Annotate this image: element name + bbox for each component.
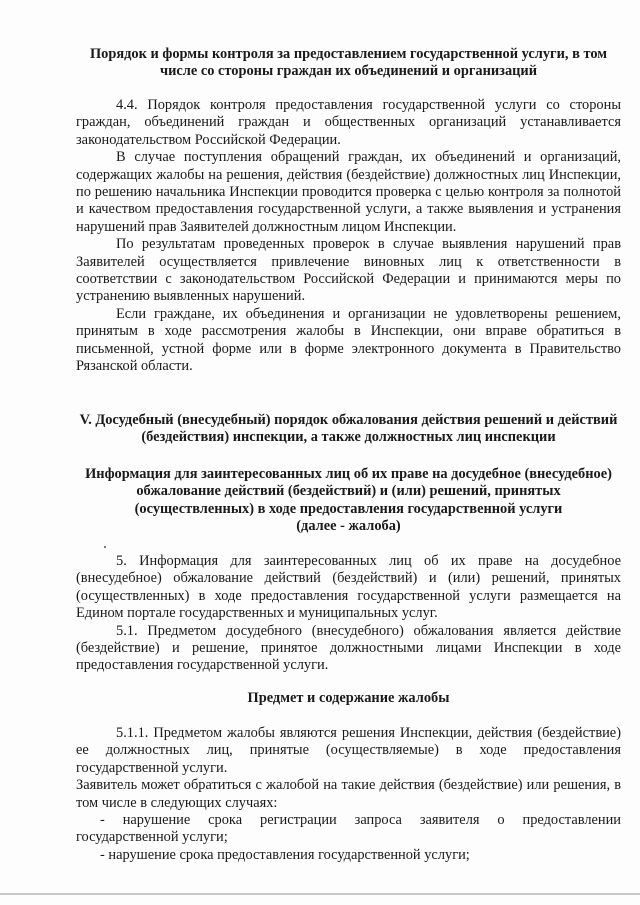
paragraph-government-appeal: Если граждане, их объединения и организации не удовлетворены решением, принятым в ходе рассмотрения жалобы в Инспекции, они вправе обратиться в письменной, устной форме или в форме электронного документа в Правительство Рязанской области. [76, 305, 621, 375]
appeal-info-title-text: Информация для заинтересованных лиц об их праве на досудебное (внесудебное) обжалование действий (бездействий) и (или) решений, принятых (осуществленных) в ходе предоставления государственной услуги [85, 466, 612, 517]
paragraph-complaints-check: В случае поступления обращений граждан, их объединений и организаций, содержащих жалобы на решения, действия (бездействие) должностных лиц Инспекции, по решению начальника Инспекции проводится проверка с целью контроля за полнотой и качеством предоставления государственной услуги, а также выявления и устранения нарушений прав Заявителей должностным лицом Инспекции. [76, 149, 621, 235]
appeal-info-subtitle: (далее - жалоба) [296, 518, 401, 535]
paragraph-check-results: По результатам проведенных проверок в случае выявления нарушений прав Заявителей осуществляется привлечение виновных лиц к ответственности в соответствии с законодательством Российской Федерации и принимаются меры по устранению выявленных нарушений. [76, 236, 621, 305]
section-appeal-title: V. Досудебный (внесудебный) порядок обжалования действия решений и действий (бездействия) инспекции, а также должностных лиц инспекции [79, 412, 618, 446]
appeal-info-title [76, 466, 621, 536]
paragraph-5-1-1: 5.1.1. Предметом жалобы являются решения Инспекции, действия (бездействие) ее должностных лиц, принятые (осуществляемые) в ходе предоставления государственной услуги. [76, 725, 621, 776]
bullet-registration-deadline: - нарушение срока регистрации запроса заявителя о предоставлении государственной услуги; [76, 812, 621, 846]
scan-bottom-edge [0, 893, 640, 895]
paragraph-5: 5. Информация для заинтересованных лиц об их праве на досудебное (внесудебное) обжалование действий (бездействий) и (или) решений, принятых (осуществленных) в ходе предоставления государственной услуги размещается на Едином портале государственных и муниципальных услуг. [76, 553, 621, 622]
section-control-body [76, 97, 621, 376]
section-subject-title: Предмет и содержание жалобы [247, 690, 450, 706]
bullet-service-deadline: - нарушение срока предоставления государственной услуги; [100, 846, 470, 863]
scan-speck [104, 546, 106, 548]
section-subject-body [76, 725, 621, 864]
section-appeal-body [76, 553, 621, 675]
paragraph-5-1: 5.1. Предметом досудебного (внесудебного) обжалования является действие (бездействие) и решение, принятое должностными лицами Инспекции в ходе предоставления государственной услуги. [76, 622, 621, 674]
paragraph-4-4: 4.4. Порядок контроля предоставления государственной услуги со стороны граждан, объединений граждан и общественных организаций устанавливается законодательством Российской Федерации. [76, 97, 621, 148]
section-control-title: Порядок и формы контроля за предоставлением государственной услуги, в том числе со стороны граждан их объединений и организаций [89, 46, 608, 80]
paragraph-complaint-cases-intro: Заявитель может обратиться с жалобой на такие действия (бездействие) или решения, в том числе в следующих случаях: [76, 777, 621, 811]
